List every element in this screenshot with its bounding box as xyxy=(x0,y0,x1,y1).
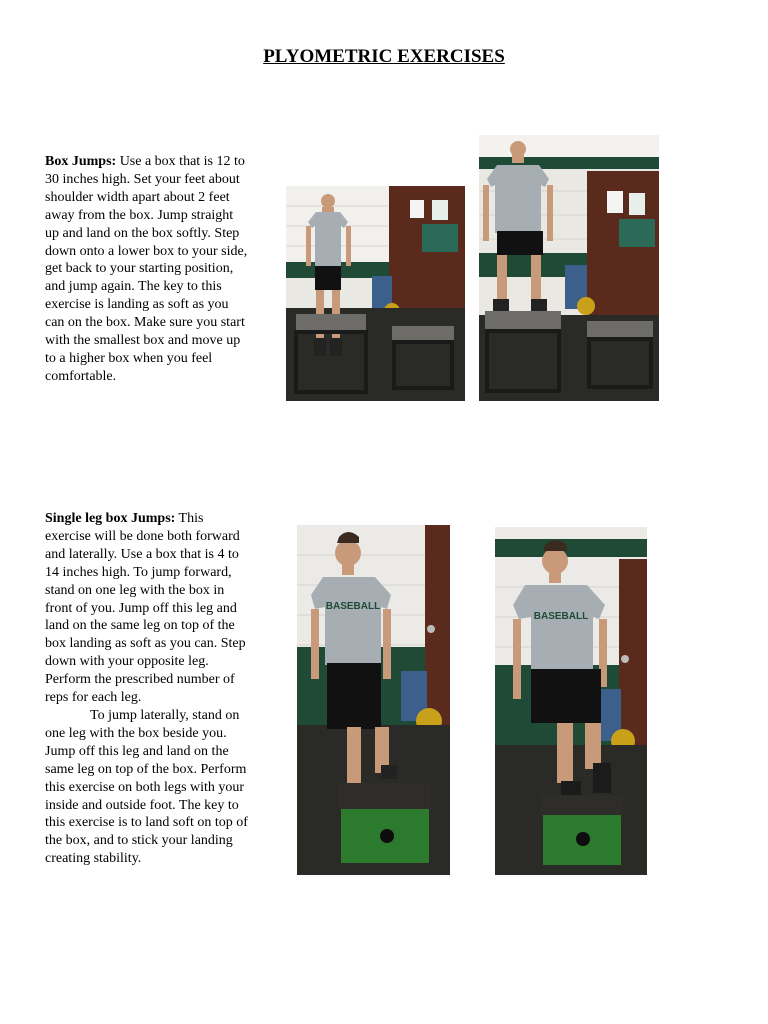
box-jump-landing-photo xyxy=(479,135,659,401)
single-leg-lateral-photo xyxy=(495,527,647,875)
single-leg-lateral-text: To jump laterally, stand on one leg with the box beside you. Jump off this leg and land on the same leg on top of the box. Perform this exercise on both legs with your inside and outside foot. The key to this exercise is to land soft on top of the box, and to stick your landing creating stability. xyxy=(45,707,248,867)
single-leg-text: This exercise will be done both forward and laterally. Use a box that is 4 to 14 inches high. To jump forward, stand on one leg with the box in front of you. Jump off this leg and land on the same leg on top of the box landing as soft as you can. Step down with your opposite leg. Perform the prescribed number of reps for each leg. xyxy=(45,511,246,706)
box-jumps-heading: Box Jumps: xyxy=(45,154,117,169)
shirt-logo-text-2: BASEBALL xyxy=(533,611,589,622)
box-jumps-paragraph xyxy=(45,153,250,386)
box-jumps-text: Use a box that is 12 to 30 inches high. Set your feet about shoulder width apart about 2 feet away from the box. Jump straight up and land on the box softly. Step down onto a lower box to your side, get back to your starting position, and jump again. The key to this exercise is landing as soft as you can on the box. Make sure you start with the smallest box and move up to a higher box when you feel comfortable. xyxy=(45,154,248,384)
single-leg-paragraph xyxy=(45,510,250,868)
single-leg-heading: Single leg box Jumps: xyxy=(45,511,176,526)
page-title: PLYOMETRIC EXERCISES xyxy=(263,46,505,67)
single-leg-forward-photo xyxy=(297,525,450,875)
box-jump-start-photo xyxy=(286,186,465,401)
shirt-logo-text: BASEBALL xyxy=(325,601,381,612)
